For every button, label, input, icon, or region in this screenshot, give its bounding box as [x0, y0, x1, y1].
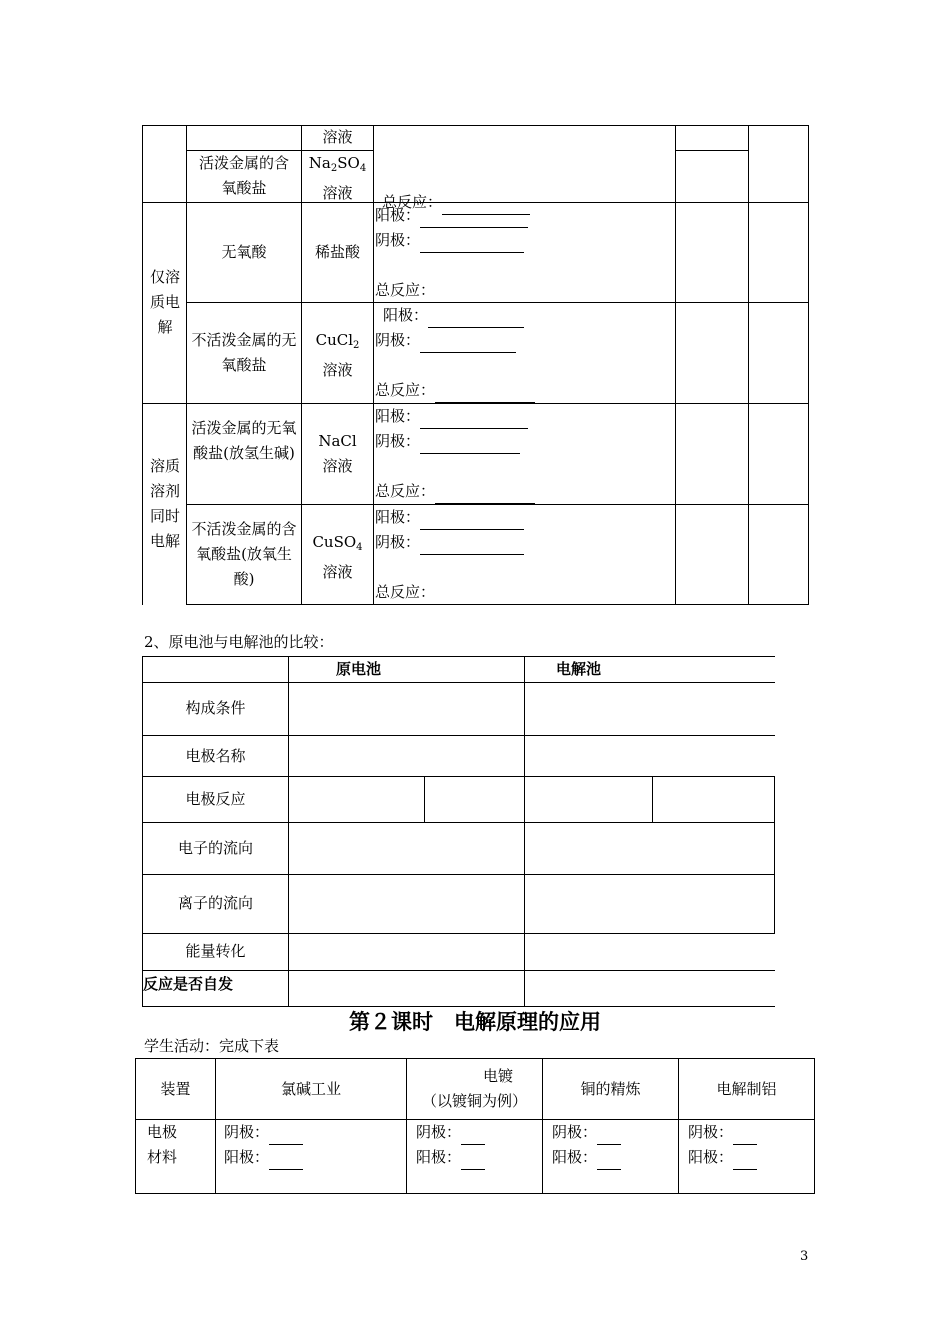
hcl-category: 无氧酸	[221, 243, 267, 261]
aluminum-anode: 阳极：	[688, 1145, 757, 1170]
group-solute-only: 仅溶质电解	[149, 268, 180, 336]
section-2-heading: 2、原电池与电解池的比较：	[144, 633, 334, 651]
chlor-alkali-cathode: 阴极：	[224, 1120, 303, 1145]
cucl2-total: 总反应：	[375, 378, 535, 403]
cuso4-total: 总反应：	[375, 580, 547, 605]
nacl-total: 总反应：	[375, 479, 535, 504]
cuso4-cathode: 阴极：	[375, 530, 524, 555]
row-energy-conversion: 能量转化	[185, 942, 246, 960]
chlor-alkali-anode: 阳极：	[224, 1145, 303, 1170]
header-electroplating-note: （以镀铜为例）	[421, 1092, 527, 1110]
plating-cathode: 阴极：	[416, 1120, 485, 1145]
cuso4-substance: CuSO$_4$ 溶液	[312, 533, 363, 581]
row-electrode-reaction: 电极反应	[185, 790, 246, 808]
group-solute-solvent: 溶质溶剂同时电解	[149, 457, 180, 550]
nacl-cathode: 阴极：	[375, 429, 520, 454]
header-electroplating: 电镀	[482, 1067, 513, 1085]
cucl2-anode: 阳极：	[383, 303, 524, 328]
header-copper-refining: 铜的精炼	[580, 1080, 641, 1098]
hcl-anode: 阳极：	[375, 203, 528, 228]
nacl-anode: 阳极：	[375, 404, 528, 429]
cucl2-substance: CuCl$_2$ 溶液	[315, 331, 360, 379]
header-chlor-alkali: 氯碱工业	[280, 1080, 341, 1098]
na2so4-category: 活泼金属的含氧酸盐	[198, 154, 289, 197]
hcl-total: 总反应：	[375, 278, 535, 303]
row-ion-flow: 离子的流向	[177, 894, 253, 912]
na2so4-total-reaction: 总反应：	[382, 190, 530, 215]
row-spontaneous: 反应是否自发	[143, 975, 234, 993]
col-electrolytic-cell: 电解池	[556, 660, 602, 678]
nacl-category: 活泼金属的无氧酸盐(放氢生碱)	[191, 419, 297, 462]
refining-cathode: 阴极：	[552, 1120, 621, 1145]
nacl-substance: NaCl 溶液	[318, 432, 357, 475]
na2so4-substance: $Na_2SO_4$ 溶液	[308, 154, 367, 202]
refining-anode: 阳极：	[552, 1145, 621, 1170]
header-device: 装置	[160, 1080, 191, 1098]
row-electrode-material: 电极材料	[147, 1123, 178, 1166]
partial-row-substance: 溶液	[322, 128, 353, 146]
row-electron-flow: 电子的流向	[177, 839, 253, 857]
page-number: 3	[800, 1249, 809, 1264]
row-electrode-name: 电极名称	[185, 747, 246, 765]
hcl-cathode: 阴极：	[375, 228, 524, 253]
lesson-title: 第２课时 电解原理的应用	[349, 1009, 601, 1034]
header-aluminum: 电解制铝	[716, 1080, 777, 1098]
aluminum-cathode: 阴极：	[688, 1120, 757, 1145]
row-composition: 构成条件	[185, 699, 246, 717]
cucl2-cathode: 阴极：	[375, 328, 516, 353]
cucl2-category: 不活泼金属的无氧酸盐	[191, 331, 297, 374]
hcl-substance: 稀盐酸	[314, 243, 360, 261]
plating-anode: 阳极：	[416, 1145, 485, 1170]
cuso4-anode: 阳极：	[375, 505, 524, 530]
cuso4-category: 不活泼金属的含氧酸盐(放氧生酸)	[191, 520, 297, 588]
col-galvanic-cell: 原电池	[336, 660, 382, 678]
student-activity: 学生活动：完成下表	[144, 1037, 280, 1055]
